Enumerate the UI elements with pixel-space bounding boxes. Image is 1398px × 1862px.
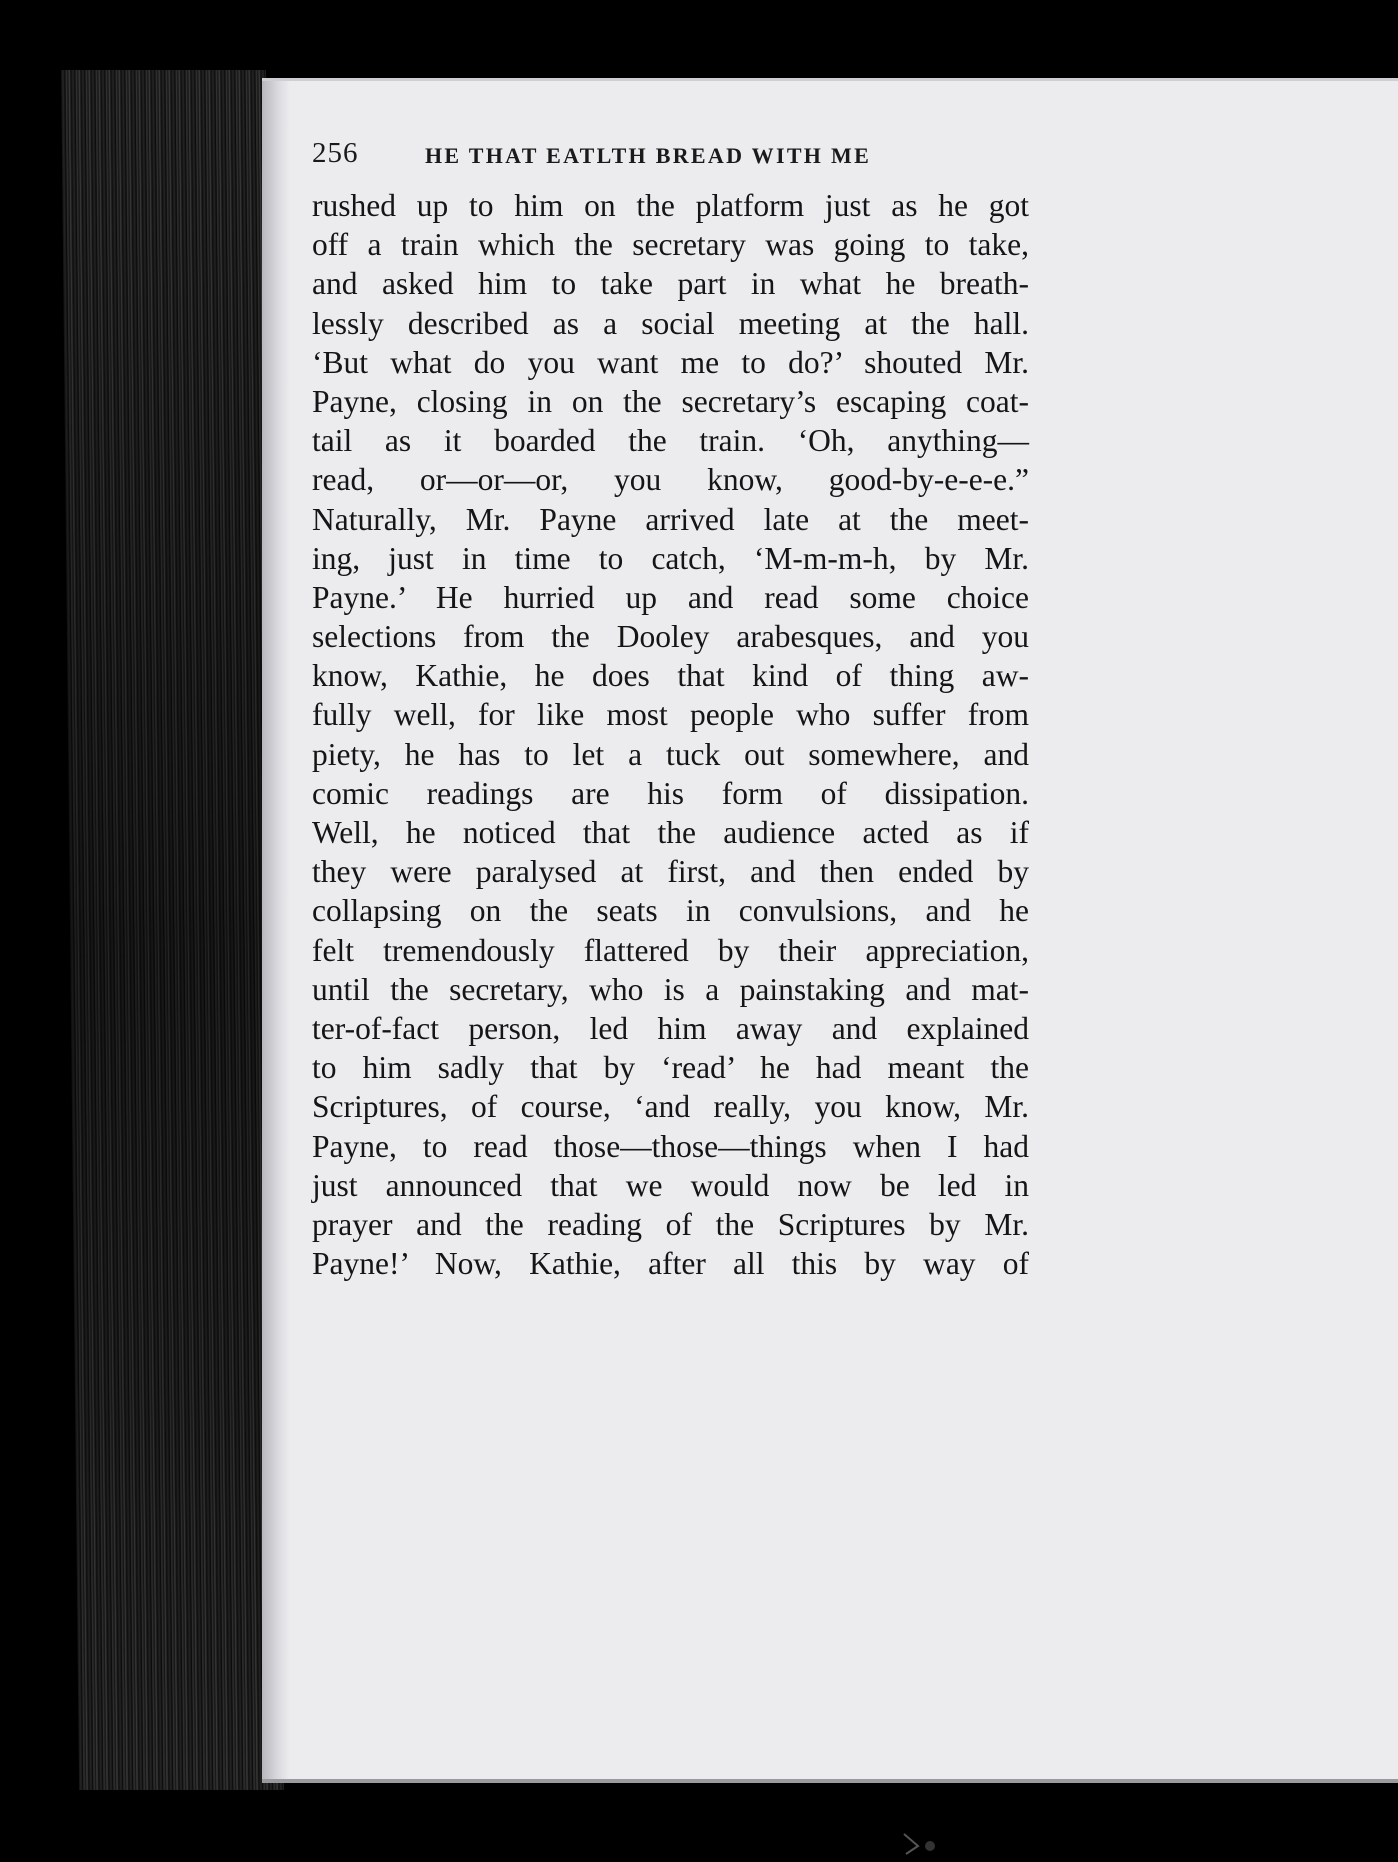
text-line: lessly described as a social meeting at the hall. <box>312 305 1029 341</box>
text-line: comic readings are his form of dissipation. <box>312 775 1029 811</box>
running-title: HE THAT EATLTH BREAD WITH ME <box>425 143 872 168</box>
running-head <box>312 137 952 177</box>
text-line: to him sadly that by ‘read’ he had meant the <box>312 1050 1029 1086</box>
text-line: ing, just in time to catch, ‘M-m-m-h, by Mr. <box>312 540 1029 576</box>
text-line: and asked him to take part in what he breath- <box>312 266 1029 302</box>
text-line: Payne, to read those—those—things when I had <box>312 1128 1029 1164</box>
text-line: felt tremendously flattered by their appreciation, <box>312 932 1029 968</box>
text-line: off a train which the secretary was going to take, <box>312 227 1029 263</box>
text-line: tail as it boarded the train. ‘Oh, anything— <box>312 423 1029 459</box>
text-line: Payne, closing in on the secretary’s escaping coat- <box>312 383 1029 419</box>
text-line: they were paralysed at first, and then ended by <box>312 854 1029 890</box>
text-line: selections from the Dooley arabesques, and you <box>312 619 1029 655</box>
page-gutter-shadow <box>262 81 290 1779</box>
text-line: rushed up to him on the platform just as he got <box>312 188 1029 223</box>
text-line: collapsing on the seats in convulsions, and he <box>312 893 1029 929</box>
page-number: 256 <box>312 137 359 169</box>
book-page-edges <box>61 70 284 1790</box>
scan-artifact-mark <box>900 1832 940 1856</box>
text-line: prayer and the reading of the Scriptures by Mr. <box>312 1206 1029 1242</box>
text-line: Scriptures, of course, ‘and really, you know, Mr. <box>312 1089 1029 1125</box>
text-line: Naturally, Mr. Payne arrived late at the meet- <box>312 501 1029 537</box>
text-line: just announced that we would now be led in <box>312 1167 1029 1203</box>
text-line: Well, he noticed that the audience acted as if <box>312 815 1029 850</box>
text-line: Payne!’ Now, Kathie, after all this by way of <box>312 1246 1029 1282</box>
text-line: read, or—or—or, you know, good-by-e-e-e.” <box>312 462 1029 498</box>
text-line: fully well, for like most people who suffer from <box>312 697 1029 733</box>
text-line: until the secretary, who is a painstaking and mat- <box>312 971 1029 1007</box>
text-line: ‘But what do you want me to do?’ shouted Mr. <box>312 344 1029 380</box>
text-line: piety, he has to let a tuck out somewhere, and <box>312 736 1029 772</box>
text-line: know, Kathie, he does that kind of thing aw- <box>312 658 1029 694</box>
text-line: ter-of-fact person, led him away and explained <box>312 1010 1029 1046</box>
text-line: Payne.’ He hurried up and read some choice <box>312 579 1029 615</box>
body-text <box>312 186 1029 1283</box>
